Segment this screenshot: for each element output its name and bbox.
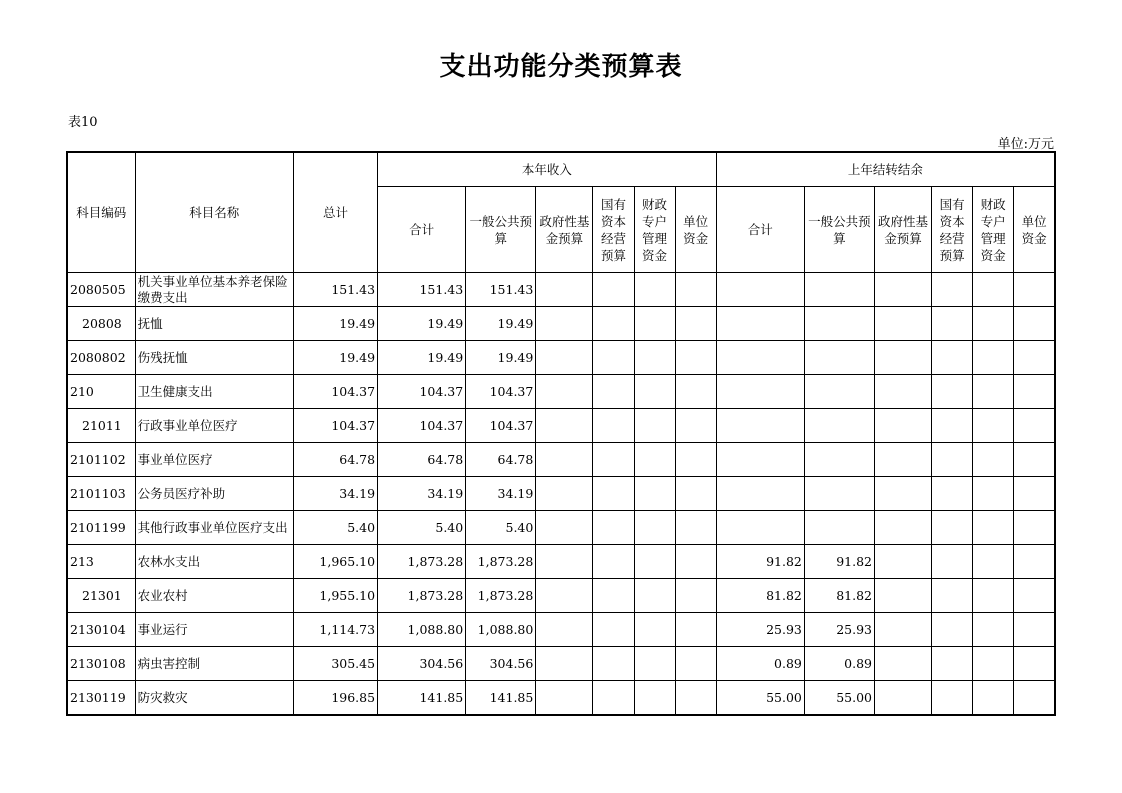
cell-cy-general: 19.49 bbox=[466, 341, 536, 375]
cell-co-special bbox=[973, 409, 1014, 443]
cell-cy-unit bbox=[675, 545, 716, 579]
cell-co-sum bbox=[716, 341, 804, 375]
cell-co-fund bbox=[874, 307, 931, 341]
cell-cy-fund bbox=[536, 613, 593, 647]
cell-total: 305.45 bbox=[293, 647, 377, 681]
cell-co-general bbox=[804, 511, 874, 545]
cell-co-fund bbox=[874, 545, 931, 579]
cell-cy-fund bbox=[536, 443, 593, 477]
cell-cy-state bbox=[593, 579, 634, 613]
cell-cy-general: 141.85 bbox=[466, 681, 536, 716]
cell-total: 1,965.10 bbox=[293, 545, 377, 579]
cell-cy-state bbox=[593, 409, 634, 443]
cell-co-special bbox=[973, 545, 1014, 579]
cell-co-special bbox=[973, 307, 1014, 341]
cell-co-unit bbox=[1014, 579, 1055, 613]
cell-co-general bbox=[804, 443, 874, 477]
cell-cy-state bbox=[593, 273, 634, 307]
cell-cy-special bbox=[634, 443, 675, 477]
cell-co-general bbox=[804, 273, 874, 307]
cell-cy-unit bbox=[675, 443, 716, 477]
cell-code: 2080802 bbox=[67, 341, 135, 375]
cell-co-state bbox=[932, 409, 973, 443]
header-cy-fund: 政府性基金预算 bbox=[536, 187, 593, 273]
cell-co-general bbox=[804, 409, 874, 443]
cell-total: 1,114.73 bbox=[293, 613, 377, 647]
cell-co-special bbox=[973, 477, 1014, 511]
cell-name: 机关事业单位基本养老保险缴费支出 bbox=[135, 273, 293, 307]
cell-co-special bbox=[973, 341, 1014, 375]
cell-code: 2101102 bbox=[67, 443, 135, 477]
header-co-general: 一般公共预算 bbox=[804, 187, 874, 273]
cell-co-state bbox=[932, 443, 973, 477]
cell-co-general: 91.82 bbox=[804, 545, 874, 579]
header-total: 总计 bbox=[293, 152, 377, 273]
cell-cy-special bbox=[634, 647, 675, 681]
cell-name: 卫生健康支出 bbox=[135, 375, 293, 409]
cell-cy-state bbox=[593, 681, 634, 716]
cell-code: 213 bbox=[67, 545, 135, 579]
cell-cy-special bbox=[634, 545, 675, 579]
cell-cy-unit bbox=[675, 307, 716, 341]
cell-co-state bbox=[932, 681, 973, 716]
table-row bbox=[67, 681, 1055, 716]
cell-cy-unit bbox=[675, 409, 716, 443]
cell-name: 农林水支出 bbox=[135, 545, 293, 579]
cell-co-special bbox=[973, 647, 1014, 681]
header-co-special: 财政专户管理资金 bbox=[973, 187, 1014, 273]
cell-cy-sum: 151.43 bbox=[378, 273, 466, 307]
cell-co-state bbox=[932, 341, 973, 375]
cell-cy-general: 64.78 bbox=[466, 443, 536, 477]
table-row bbox=[67, 511, 1055, 545]
cell-code: 2080505 bbox=[67, 273, 135, 307]
cell-co-general bbox=[804, 375, 874, 409]
cell-code: 21301 bbox=[67, 579, 135, 613]
cell-cy-fund bbox=[536, 647, 593, 681]
cell-name: 其他行政事业单位医疗支出 bbox=[135, 511, 293, 545]
header-carryover: 上年结转结余 bbox=[716, 152, 1055, 187]
header-cy-unit-fund: 单位资金 bbox=[675, 187, 716, 273]
cell-total: 64.78 bbox=[293, 443, 377, 477]
cell-co-sum: 25.93 bbox=[716, 613, 804, 647]
cell-co-fund bbox=[874, 477, 931, 511]
header-current-year: 本年收入 bbox=[378, 152, 717, 187]
cell-co-fund bbox=[874, 409, 931, 443]
cell-co-state bbox=[932, 307, 973, 341]
header-co-sum: 合计 bbox=[716, 187, 804, 273]
cell-cy-sum: 1,088.80 bbox=[378, 613, 466, 647]
cell-cy-special bbox=[634, 477, 675, 511]
cell-cy-state bbox=[593, 307, 634, 341]
cell-co-fund bbox=[874, 647, 931, 681]
cell-co-state bbox=[932, 613, 973, 647]
cell-code: 20808 bbox=[67, 307, 135, 341]
cell-co-unit bbox=[1014, 681, 1055, 716]
cell-cy-state bbox=[593, 477, 634, 511]
cell-co-sum bbox=[716, 375, 804, 409]
cell-co-unit bbox=[1014, 511, 1055, 545]
cell-name: 事业运行 bbox=[135, 613, 293, 647]
cell-cy-state bbox=[593, 443, 634, 477]
cell-cy-general: 104.37 bbox=[466, 409, 536, 443]
cell-cy-general: 1,088.80 bbox=[466, 613, 536, 647]
cell-total: 151.43 bbox=[293, 273, 377, 307]
cell-cy-state bbox=[593, 545, 634, 579]
cell-name: 事业单位医疗 bbox=[135, 443, 293, 477]
cell-code: 2101103 bbox=[67, 477, 135, 511]
cell-co-special bbox=[973, 273, 1014, 307]
cell-co-state bbox=[932, 545, 973, 579]
cell-name: 行政事业单位医疗 bbox=[135, 409, 293, 443]
cell-cy-special bbox=[634, 273, 675, 307]
cell-co-sum bbox=[716, 273, 804, 307]
cell-total: 5.40 bbox=[293, 511, 377, 545]
cell-co-state bbox=[932, 647, 973, 681]
cell-cy-state bbox=[593, 613, 634, 647]
cell-cy-sum: 141.85 bbox=[378, 681, 466, 716]
cell-co-unit bbox=[1014, 647, 1055, 681]
cell-cy-fund bbox=[536, 375, 593, 409]
header-cy-general: 一般公共预算 bbox=[466, 187, 536, 273]
cell-cy-general: 34.19 bbox=[466, 477, 536, 511]
cell-cy-sum: 1,873.28 bbox=[378, 545, 466, 579]
cell-cy-sum: 104.37 bbox=[378, 375, 466, 409]
cell-co-general: 55.00 bbox=[804, 681, 874, 716]
cell-cy-general: 304.56 bbox=[466, 647, 536, 681]
cell-total: 196.85 bbox=[293, 681, 377, 716]
table-body bbox=[67, 273, 1055, 716]
cell-cy-sum: 1,873.28 bbox=[378, 579, 466, 613]
cell-cy-state bbox=[593, 511, 634, 545]
cell-cy-special bbox=[634, 579, 675, 613]
table-row bbox=[67, 647, 1055, 681]
cell-co-unit bbox=[1014, 375, 1055, 409]
cell-co-special bbox=[973, 613, 1014, 647]
cell-name: 防灾救灾 bbox=[135, 681, 293, 716]
cell-name: 抚恤 bbox=[135, 307, 293, 341]
budget-table bbox=[66, 151, 1056, 716]
cell-co-sum bbox=[716, 443, 804, 477]
cell-co-sum: 0.89 bbox=[716, 647, 804, 681]
cell-total: 19.49 bbox=[293, 307, 377, 341]
header-co-fund: 政府性基金预算 bbox=[874, 187, 931, 273]
cell-co-fund bbox=[874, 341, 931, 375]
cell-co-unit bbox=[1014, 443, 1055, 477]
cell-cy-special bbox=[634, 511, 675, 545]
cell-cy-special bbox=[634, 375, 675, 409]
table-row bbox=[67, 579, 1055, 613]
cell-co-fund bbox=[874, 579, 931, 613]
cell-co-sum bbox=[716, 307, 804, 341]
header-code: 科目编码 bbox=[67, 152, 135, 273]
cell-name: 农业农村 bbox=[135, 579, 293, 613]
cell-co-general bbox=[804, 477, 874, 511]
cell-total: 19.49 bbox=[293, 341, 377, 375]
cell-total: 1,955.10 bbox=[293, 579, 377, 613]
cell-cy-unit bbox=[675, 647, 716, 681]
cell-co-state bbox=[932, 273, 973, 307]
cell-cy-fund bbox=[536, 681, 593, 716]
cell-cy-special bbox=[634, 307, 675, 341]
cell-cy-sum: 19.49 bbox=[378, 307, 466, 341]
cell-name: 伤残抚恤 bbox=[135, 341, 293, 375]
cell-cy-unit bbox=[675, 613, 716, 647]
cell-code: 2101199 bbox=[67, 511, 135, 545]
table-row bbox=[67, 545, 1055, 579]
cell-cy-sum: 304.56 bbox=[378, 647, 466, 681]
header-cy-sum: 合计 bbox=[378, 187, 466, 273]
cell-cy-state bbox=[593, 341, 634, 375]
cell-cy-sum: 104.37 bbox=[378, 409, 466, 443]
cell-cy-fund bbox=[536, 273, 593, 307]
cell-cy-unit bbox=[675, 375, 716, 409]
table-row bbox=[67, 273, 1055, 307]
table-row bbox=[67, 409, 1055, 443]
cell-cy-state bbox=[593, 647, 634, 681]
cell-co-general bbox=[804, 341, 874, 375]
cell-co-fund bbox=[874, 511, 931, 545]
header-cy-special: 财政专户管理资金 bbox=[634, 187, 675, 273]
cell-code: 2130119 bbox=[67, 681, 135, 716]
header-co-state-capital: 国有资本经营预算 bbox=[932, 187, 973, 273]
cell-co-unit bbox=[1014, 307, 1055, 341]
cell-co-unit bbox=[1014, 341, 1055, 375]
cell-cy-fund bbox=[536, 511, 593, 545]
cell-cy-fund bbox=[536, 341, 593, 375]
cell-cy-unit bbox=[675, 681, 716, 716]
cell-co-general bbox=[804, 307, 874, 341]
cell-co-fund bbox=[874, 273, 931, 307]
cell-cy-sum: 19.49 bbox=[378, 341, 466, 375]
cell-co-sum bbox=[716, 477, 804, 511]
cell-cy-general: 19.49 bbox=[466, 307, 536, 341]
cell-cy-sum: 64.78 bbox=[378, 443, 466, 477]
table-row bbox=[67, 613, 1055, 647]
table-number: 表10 bbox=[68, 115, 98, 130]
cell-co-fund bbox=[874, 681, 931, 716]
page-title: 支出功能分类预算表 bbox=[439, 52, 683, 82]
cell-cy-sum: 34.19 bbox=[378, 477, 466, 511]
cell-cy-general: 1,873.28 bbox=[466, 579, 536, 613]
cell-co-sum: 91.82 bbox=[716, 545, 804, 579]
cell-name: 公务员医疗补助 bbox=[135, 477, 293, 511]
cell-cy-fund bbox=[536, 477, 593, 511]
cell-cy-special bbox=[634, 681, 675, 716]
cell-code: 2130104 bbox=[67, 613, 135, 647]
table-row bbox=[67, 477, 1055, 511]
cell-co-general: 81.82 bbox=[804, 579, 874, 613]
cell-total: 104.37 bbox=[293, 409, 377, 443]
cell-cy-unit bbox=[675, 273, 716, 307]
cell-co-special bbox=[973, 511, 1014, 545]
cell-cy-special bbox=[634, 409, 675, 443]
cell-cy-state bbox=[593, 375, 634, 409]
cell-co-general: 0.89 bbox=[804, 647, 874, 681]
cell-co-sum bbox=[716, 511, 804, 545]
cell-cy-fund bbox=[536, 307, 593, 341]
cell-total: 34.19 bbox=[293, 477, 377, 511]
cell-cy-general: 1,873.28 bbox=[466, 545, 536, 579]
cell-co-state bbox=[932, 511, 973, 545]
cell-cy-fund bbox=[536, 409, 593, 443]
cell-co-special bbox=[973, 681, 1014, 716]
unit-label: 单位:万元 bbox=[997, 137, 1054, 152]
cell-total: 104.37 bbox=[293, 375, 377, 409]
cell-cy-unit bbox=[675, 341, 716, 375]
table-row bbox=[67, 443, 1055, 477]
cell-co-state bbox=[932, 579, 973, 613]
cell-cy-special bbox=[634, 613, 675, 647]
cell-cy-unit bbox=[675, 511, 716, 545]
cell-cy-general: 5.40 bbox=[466, 511, 536, 545]
cell-cy-unit bbox=[675, 579, 716, 613]
cell-cy-general: 151.43 bbox=[466, 273, 536, 307]
cell-co-sum: 55.00 bbox=[716, 681, 804, 716]
table-row bbox=[67, 307, 1055, 341]
cell-cy-unit bbox=[675, 477, 716, 511]
cell-co-fund bbox=[874, 613, 931, 647]
cell-co-special bbox=[973, 579, 1014, 613]
cell-co-unit bbox=[1014, 545, 1055, 579]
cell-co-unit bbox=[1014, 613, 1055, 647]
cell-cy-sum: 5.40 bbox=[378, 511, 466, 545]
cell-co-unit bbox=[1014, 477, 1055, 511]
table-row bbox=[67, 375, 1055, 409]
header-co-unit-fund: 单位资金 bbox=[1014, 187, 1055, 273]
cell-co-state bbox=[932, 477, 973, 511]
header-cy-state-capital: 国有资本经营预算 bbox=[593, 187, 634, 273]
cell-co-special bbox=[973, 375, 1014, 409]
cell-co-general: 25.93 bbox=[804, 613, 874, 647]
cell-code: 21011 bbox=[67, 409, 135, 443]
cell-co-special bbox=[973, 443, 1014, 477]
cell-co-sum: 81.82 bbox=[716, 579, 804, 613]
cell-cy-general: 104.37 bbox=[466, 375, 536, 409]
cell-co-unit bbox=[1014, 273, 1055, 307]
cell-cy-fund bbox=[536, 545, 593, 579]
cell-co-fund bbox=[874, 375, 931, 409]
cell-co-unit bbox=[1014, 409, 1055, 443]
header-name: 科目名称 bbox=[135, 152, 293, 273]
table-row bbox=[67, 341, 1055, 375]
cell-code: 2130108 bbox=[67, 647, 135, 681]
cell-co-fund bbox=[874, 443, 931, 477]
cell-co-sum bbox=[716, 409, 804, 443]
cell-cy-special bbox=[634, 341, 675, 375]
cell-code: 210 bbox=[67, 375, 135, 409]
cell-cy-fund bbox=[536, 579, 593, 613]
cell-name: 病虫害控制 bbox=[135, 647, 293, 681]
cell-co-state bbox=[932, 375, 973, 409]
